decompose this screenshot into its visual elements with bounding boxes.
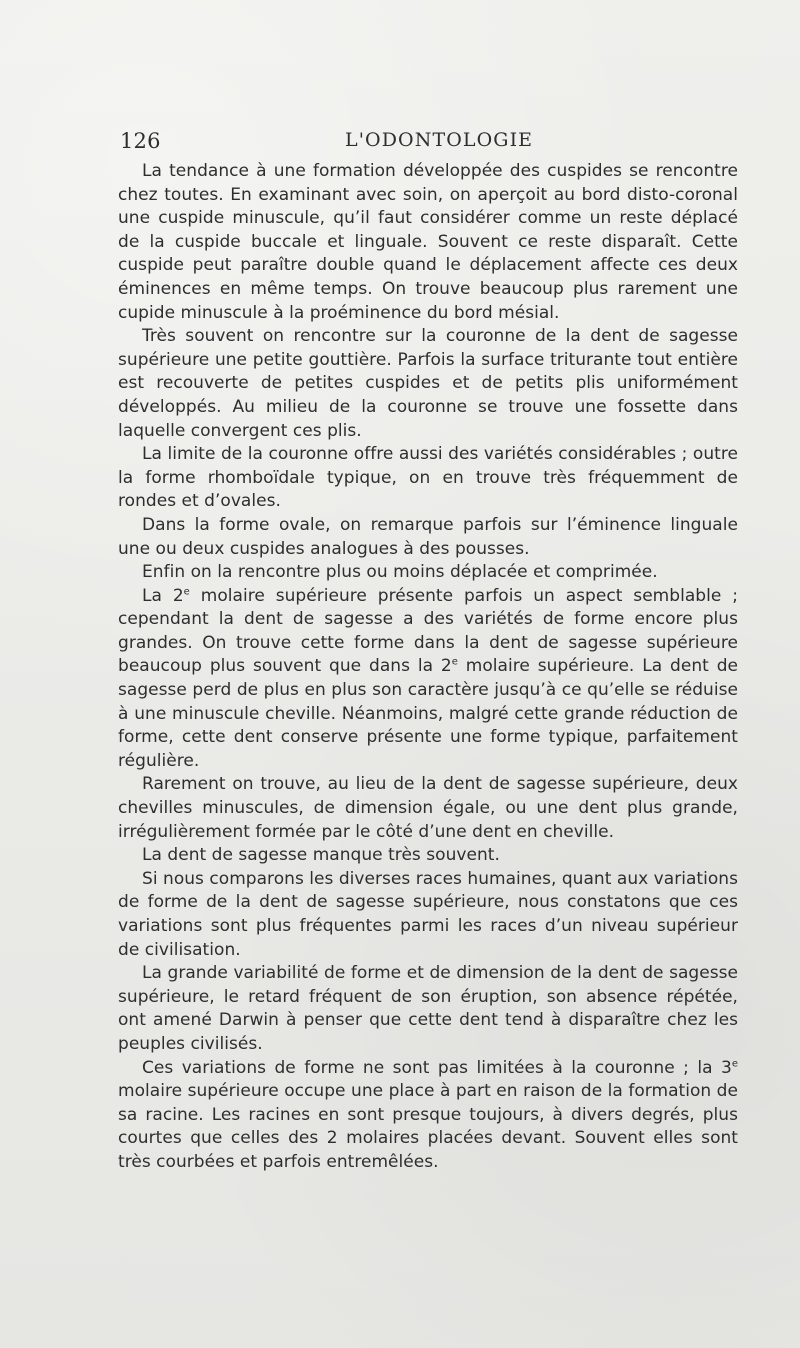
ordinal-superscript: e: [731, 1057, 738, 1069]
body-text: [118, 160, 738, 1175]
paragraph: Rarement on trouve, au lieu de la dent de sagesse supérieure, deux chevilles minuscules, de dimension égale, ou une dent plus grande, irrégulièrement formée par le côté d’une dent en cheville.: [118, 774, 738, 842]
ordinal-superscript: e: [451, 656, 458, 668]
paragraph-text: molaire supérieure présente parfois un aspect semblable ; cependant la dent de sagesse a des variétés de forme encore plus grandes. On trouve cette forme dans la dent de sagesse supérieure beaucoup plus souvent que dans la 2: [118, 585, 738, 677]
paragraph: Si nous comparons les diverses races humaines, quant aux variations de forme de la dent de sagesse supérieure, nous constatons que ces variations sont plus fréquentes parmi les races d’un niveau supérieur de civilisation.: [118, 868, 738, 960]
paragraph-text: molaire supérieure. La dent de sagesse perd de plus en plus son caractère jusqu’à ce qu’elle se réduise à une minuscule cheville. Néanmoins, malgré cette grande réduction de forme, cette dent conserve présente une forme typique, parfaitement régulière.: [118, 656, 738, 771]
paragraph-text: Ces variations de forme ne sont pas limitées à la couronne ; la 3: [142, 1057, 732, 1078]
running-title: L'ODONTOLOGIE: [345, 129, 534, 151]
paragraph: Très souvent on rencontre sur la couronne de la dent de sagesse supérieure une petite gouttière. Parfois la surface triturante tout entière est recouverte de petites cuspides et de petits plis uniformément développés. Au milieu de la couronne se trouve une fossette dans laquelle convergent ces plis.: [118, 326, 738, 441]
paragraph-text: molaire supérieure occupe une place à part en raison de la formation de sa racine. Les racines en sont presque toujours, à divers degrés, plus courtes que celles des 2 molaires placées devant. Souvent elles sont très courbées et parfois entremêlées.: [118, 1081, 738, 1172]
paragraph: La tendance à une formation développée des cuspides se rencontre chez toutes. En examinant avec soin, on aperçoit au bord disto-coronal une cuspide minuscule, qu’il faut considérer comme un reste déplacé de la cuspide buccale et linguale. Souvent ce reste disparaît. Cette cuspide peut paraître double quand le déplacement affecte ces deux éminences en même temps. On trouve beaucoup plus rarement une cupide minuscule à la proéminence du bord mésial.: [118, 161, 738, 323]
paragraph-text: La 2: [142, 585, 184, 606]
paragraph: Enfin on la rencontre plus ou moins déplacée et comprimée.: [142, 562, 658, 583]
paragraph: [118, 585, 738, 774]
paragraph: [118, 1057, 738, 1175]
paragraph: Dans la forme ovale, on remarque parfois sur l’éminence linguale une ou deux cuspides analogues à des pousses.: [118, 514, 738, 559]
page-number: 126: [120, 129, 161, 153]
paragraph: La dent de sagesse manque très souvent.: [142, 845, 500, 866]
paragraph: La limite de la couronne offre aussi des variétés considérables ; outre la forme rhomboïdale typique, on en trouve très fréquemment de rondes et d’ovales.: [118, 444, 738, 512]
paragraph: La grande variabilité de forme et de dimension de la dent de sagesse supérieure, le retard fréquent de son éruption, son absence répétée, ont amené Darwin à penser que cette dent tend à disparaître chez les peuples civilisés.: [118, 963, 738, 1054]
ordinal-superscript: e: [183, 586, 190, 598]
